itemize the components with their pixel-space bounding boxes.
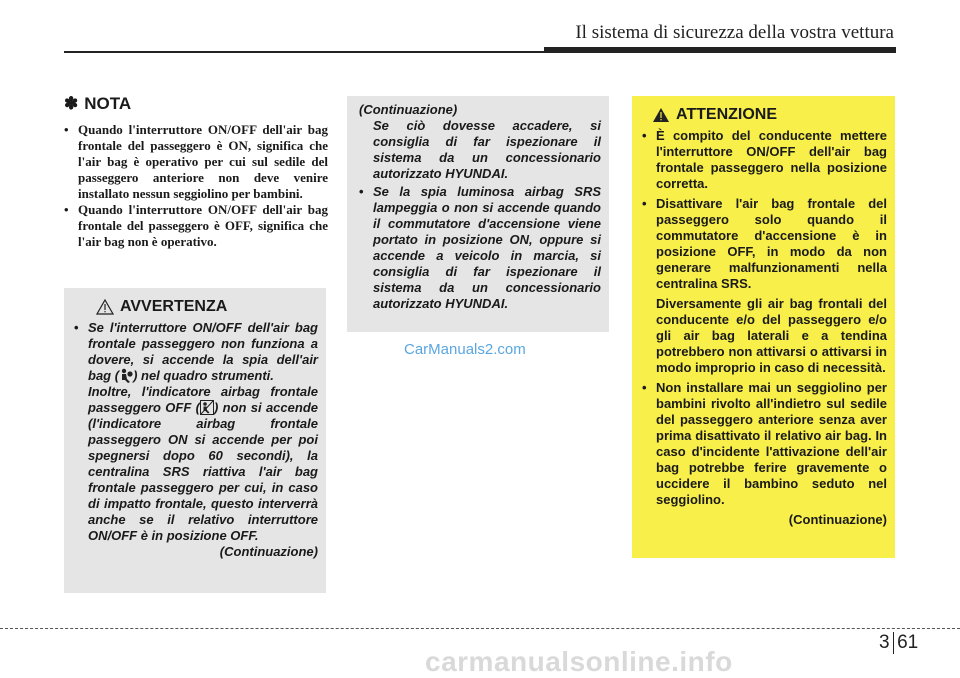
attenzione-title: ATTENZIONE xyxy=(676,106,778,123)
nota-heading xyxy=(64,94,328,114)
attenzione-list xyxy=(642,128,887,508)
header-rule-thick xyxy=(544,47,896,53)
footer-dashed-rule xyxy=(0,628,960,629)
page-header-title: Il sistema di sicurezza della vostra vettura xyxy=(575,22,894,43)
avvertenza-title: AVVERTENZA xyxy=(120,298,228,315)
asterisk-icon: ✽ xyxy=(64,94,79,113)
avvertenza-continuation: (Continuazione) xyxy=(219,544,318,559)
attenzione-item: • È compito del conducente mettere l'interruttore ON/OFF dell'air bag frontale passeggero nella posizione corretta. xyxy=(642,128,887,192)
page-number-value: 61 xyxy=(897,632,919,653)
continuazione-box xyxy=(347,96,609,332)
section-number: 3 xyxy=(879,632,890,653)
nota-list xyxy=(64,122,328,250)
warning-triangle-icon xyxy=(96,299,114,315)
airbag-warning-icon xyxy=(119,368,133,383)
page-number-divider xyxy=(893,632,895,654)
avvertenza-heading xyxy=(96,298,318,316)
warning-triangle-icon xyxy=(652,107,670,123)
watermark-text: CarManuals2.com xyxy=(404,341,526,358)
attenzione-box xyxy=(632,96,895,558)
avvertenza-item xyxy=(74,320,318,544)
attenzione-continuation: (Continuazione) xyxy=(788,512,887,527)
avvertenza-text: Inoltre, l'indicatore airbag frontale passeggero OFF ( xyxy=(88,384,318,415)
footer-brand-watermark: carmanualsonline.info xyxy=(425,646,733,677)
avvertenza-box xyxy=(64,288,326,593)
attenzione-text: Disattivare l'air bag frontale del passeggero solo quando il commutatore d'accensione è in posizione OFF, in modo da non generare malfunzionamenti nella centralina SRS. xyxy=(656,196,887,291)
attenzione-item xyxy=(642,196,887,376)
nota-item: • Quando l'interruttore ON/OFF dell'air bag frontale del passeggero è OFF, significa che l'air bag non è operativo. xyxy=(64,202,328,250)
avvertenza-text: Se l'interruttore ON/OFF dell'air bag frontale passeggero non funziona a dovere, si accende la spia dell'air bag ( xyxy=(88,320,318,383)
attenzione-item: • Non installare mai un seggiolino per bambini rivolto all'indietro sul sedile del passeggero anteriore senza aver prima disattivato il relativo air bag. In caso d'incidente l'attivazione dell'air bag potrebbe ferire gravemente o uccidere il bambino seduto nel seggiolino. xyxy=(642,380,887,508)
attenzione-paragraph: Diversamente gli air bag frontali del conducente e/o del passeggero e/o gli air bag laterali e a tendina potrebbero non attivarsi o attivarsi in modo improprio in caso di necessità. xyxy=(656,296,887,375)
nota-item: • Quando l'interruttore ON/OFF dell'air bag frontale del passeggero è ON, significa che l'air bag è operativo per cui sul sedile del passeggero anteriore non deve venire installato nessun seggiolino per bambini. xyxy=(64,122,328,202)
continuazione-heading: (Continuazione) xyxy=(359,102,458,117)
nota-title: NOTA xyxy=(84,94,132,113)
avvertenza-text: ) nel quadro strumenti. xyxy=(133,368,274,383)
continuazione-intro: Se ciò dovesse accadere, si consiglia di far ispezionare il sistema da un concessionario autorizzato HYUNDAI. xyxy=(373,118,601,181)
avvertenza-text: ) non si accende (l'indicatore airbag frontale passeggero ON si accende per poi spegnersi dopo 60 secondi), la centralina SRS riattiva l'air bag frontale passeggero per cui, in caso di impatto frontale, questo interverrà anche se il relativo interruttore ON/OFF è in posizione OFF. xyxy=(88,400,318,543)
attenzione-heading xyxy=(652,106,887,124)
page-number xyxy=(879,632,918,654)
continuazione-item: • Se la spia luminosa airbag SRS lampeggia o non si accende quando il commutatore d'accensione viene portato in posizione ON, oppure si accende a veicolo in marcia, si consiglia di far ispezionare il sistema da un concessionario autorizzato HYUNDAI. xyxy=(359,184,601,312)
passenger-airbag-off-icon xyxy=(200,400,214,415)
nota-section xyxy=(64,94,328,250)
avvertenza-list xyxy=(74,320,318,544)
header-rule xyxy=(64,51,544,53)
continuazione-list xyxy=(359,184,601,312)
